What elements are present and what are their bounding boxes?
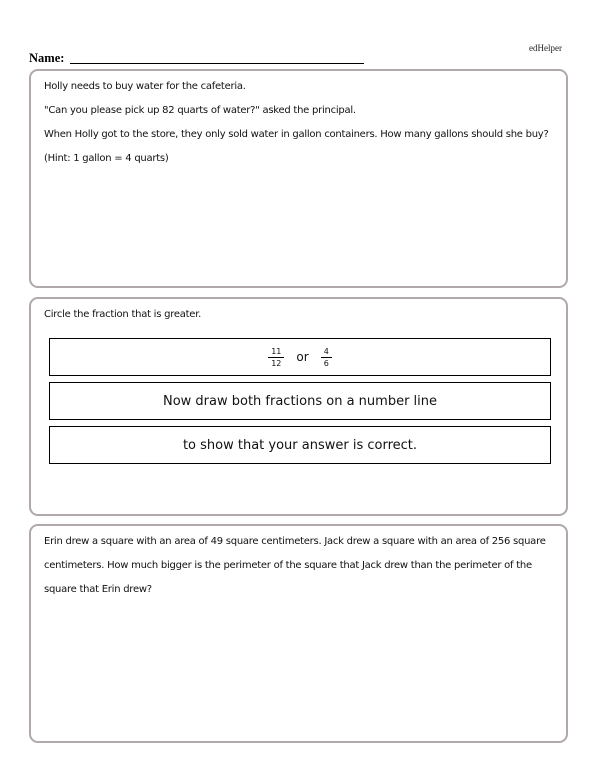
number-line-instruction-box (49, 382, 551, 420)
problem-1-panel (29, 69, 568, 288)
fraction-a-denominator: 12 (271, 358, 282, 368)
problem-2-panel (29, 297, 568, 516)
problem-3-panel (29, 524, 568, 743)
problem-2-prompt-text: Circle the fraction that is greater. (44, 309, 202, 320)
verify-instruction-box (49, 426, 551, 464)
problem-1-text (44, 75, 552, 171)
verify-instruction: to show that your answer is correct. (182, 437, 418, 453)
name-row (29, 51, 364, 65)
name-entry-line[interactable] (70, 63, 364, 64)
fraction-b[interactable] (321, 347, 332, 368)
number-line-instruction: Now draw both fractions on a number line (162, 393, 438, 409)
fraction-a[interactable] (268, 347, 284, 368)
problem-3-paragraph: Erin drew a square with an area of 49 square centimeters. Jack drew a square with an area of 256 square centimeters. How much bigger is the perimeter of the square that Jack drew than the perimeter of the square that Erin drew? (44, 536, 546, 595)
brand-label: edHelper (529, 43, 562, 53)
problem-1-line-2: "Can you please pick up 82 quarts of water?" asked the principal. (44, 105, 356, 116)
fraction-connector: or (296, 350, 309, 364)
fraction-comparison-box (49, 338, 551, 376)
fraction-b-denominator: 6 (323, 358, 329, 368)
name-label: Name: (29, 51, 65, 65)
fraction-b-numerator: 4 (321, 347, 332, 358)
problem-1-line-3: When Holly got to the store, they only sold water in gallon containers. How many gallons should she buy? (Hint: 1 gallon = 4 quarts) (44, 129, 549, 164)
fraction-a-numerator: 11 (268, 347, 284, 358)
problem-2-prompt (44, 303, 552, 327)
problem-1-line-1: Holly needs to buy water for the cafeteria. (44, 81, 246, 92)
problem-3-text (44, 530, 552, 602)
